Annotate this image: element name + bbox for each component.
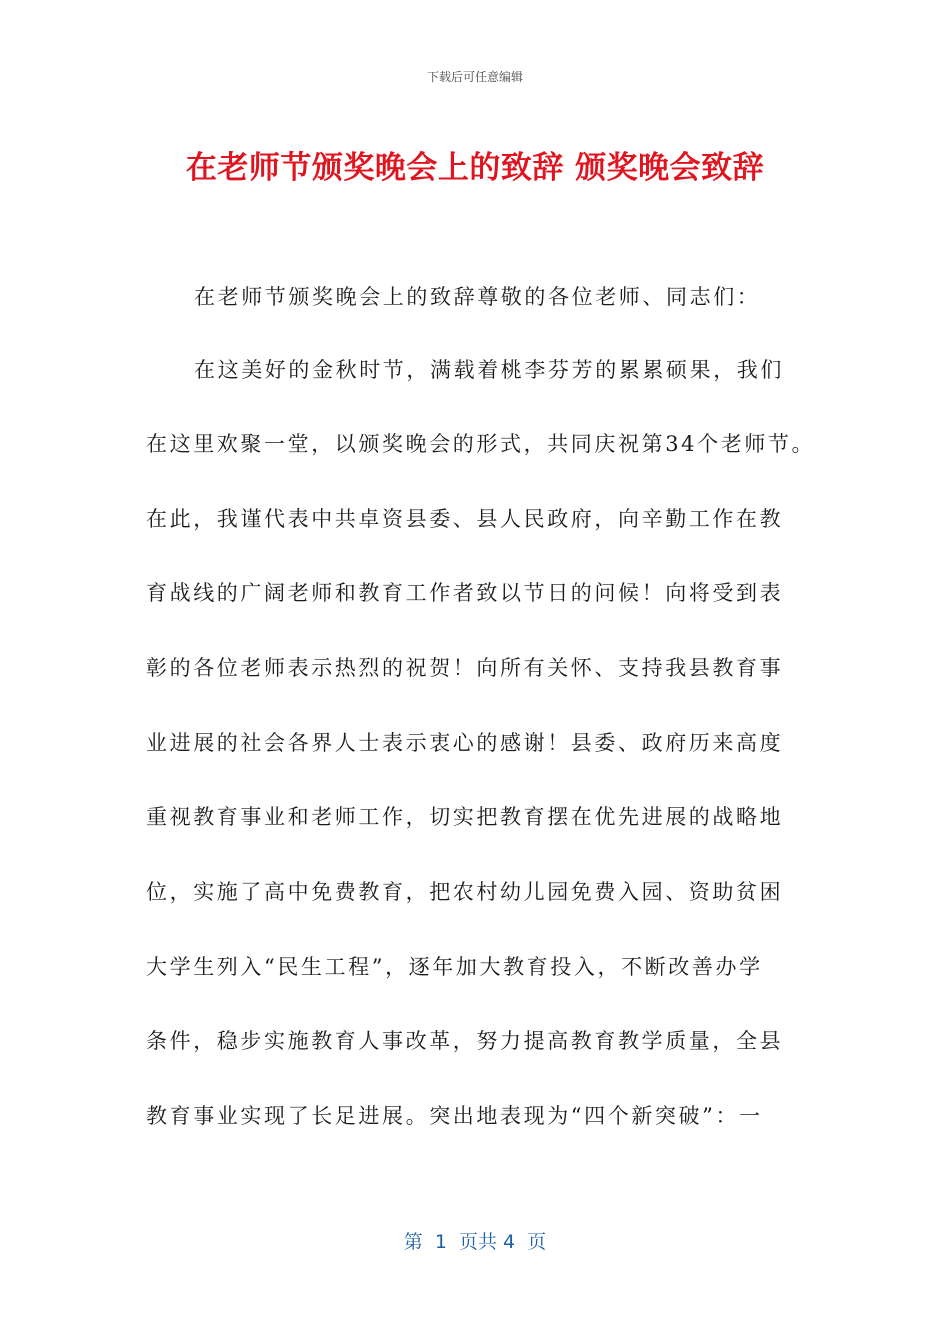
document-title: 在老师节颁奖晚会上的致辞 颁奖晚会致辞 [185, 150, 765, 186]
paragraph-line: 在这美好的金秋时节，满载着桃李芬芳的累累硕果，我们 [194, 358, 784, 382]
paragraph-line: 重视教育事业和老师工作，切实把教育摆在优先进展的战略地 [146, 805, 784, 829]
paragraph-line: 位，实施了高中免费教育，把农村幼儿园免费入园、资助贫困 [146, 880, 784, 904]
paragraph-line: 育战线的广阔老师和教育工作者致以节日的问候！向将受到表 [146, 581, 784, 605]
paragraph-line: 大学生列入“民生工程”，逐年加大教育投入，不断改善办学 [146, 955, 763, 979]
header-note: 下载后可任意编辑 [426, 70, 523, 84]
paragraph-line: 业进展的社会各界人士表示衷心的感谢！县委、政府历来高度 [146, 731, 784, 755]
paragraph-line: 在老师节颁奖晚会上的致辞尊敬的各位老师、同志们： [194, 285, 761, 309]
paragraph-line: 彰的各位老师表示热烈的祝贺！向所有关怀、支持我县教育事 [146, 656, 784, 680]
paragraph-line: 在此，我谨代表中共卓资县委、县人民政府，向辛勤工作在教 [146, 507, 784, 531]
paragraph-line: 条件，稳步实施教育人事改革，努力提高教育教学质量，全县 [146, 1029, 784, 1053]
paragraph-line: 教育事业实现了长足进展。突出地表现为“四个新突破”：一 [146, 1104, 763, 1128]
paragraph-line: 在这里欢聚一堂，以颁奖晚会的形式，共同庆祝第34个老师节。 [146, 432, 816, 456]
page-number-footer: 第 1 页共 4 页 [403, 1231, 547, 1253]
